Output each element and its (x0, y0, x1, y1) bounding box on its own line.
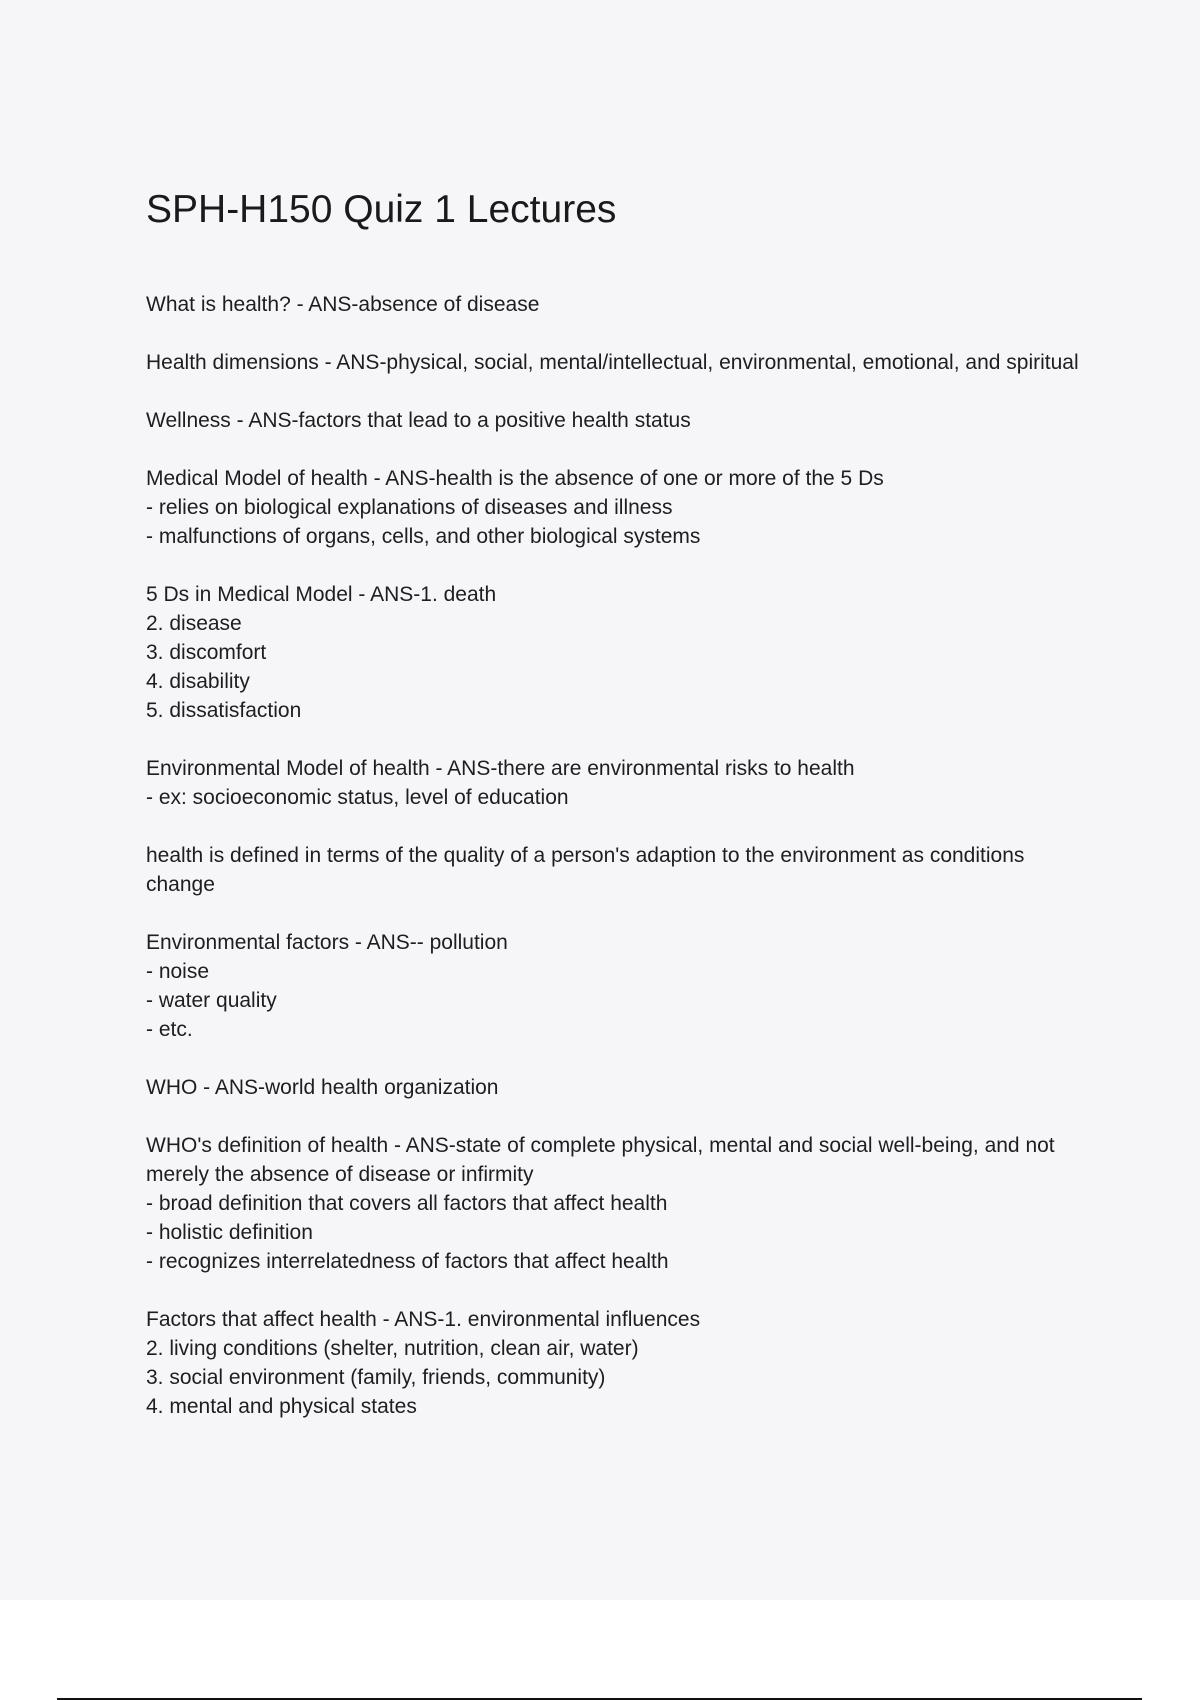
qa-entry (146, 841, 1086, 899)
entry-question-line: Environmental factors - ANS-- pollution (146, 931, 508, 954)
entry-question-line: health is defined in terms of the quality of a person's adaption to the environment as conditions change (146, 844, 1025, 896)
qa-entry (146, 406, 1086, 435)
entry-question-line: Health dimensions - ANS-physical, social, mental/intellectual, environmental, emotional, and spiritual (146, 351, 1079, 374)
entry-detail-line: - broad definition that covers all factors that affect health (146, 1192, 668, 1215)
qa-entry (146, 1305, 1086, 1421)
entry-question-line: Wellness - ANS-factors that lead to a positive health status (146, 409, 691, 432)
entry-question-line: Factors that affect health - ANS-1. environmental influences (146, 1308, 701, 1331)
entry-question-line: Medical Model of health - ANS-health is the absence of one or more of the 5 Ds (146, 467, 884, 490)
document-title: SPH-H150 Quiz 1 Lectures (146, 188, 617, 231)
entry-question-line: 5 Ds in Medical Model - ANS-1. death (146, 583, 497, 606)
entry-detail-line: - relies on biological explanations of diseases and illness (146, 496, 673, 519)
entry-detail-line: - ex: socioeconomic status, level of education (146, 786, 569, 809)
qa-entry (146, 580, 1086, 725)
qa-entry (146, 754, 1086, 812)
entry-detail-line: - recognizes interrelatedness of factors that affect health (146, 1250, 669, 1273)
entry-question-line: WHO - ANS-world health organization (146, 1076, 499, 1099)
qa-entry (146, 464, 1086, 551)
entry-question-line: WHO's definition of health - ANS-state of complete physical, mental and social well-being, and not merely the absence of disease or infirmity (146, 1134, 1055, 1186)
entry-detail-line: - malfunctions of organs, cells, and other biological systems (146, 525, 701, 548)
document-content (146, 180, 1086, 1450)
entry-detail-line: 3. discomfort (146, 641, 267, 664)
qa-entry (146, 348, 1086, 377)
entry-question-line: Environmental Model of health - ANS-there are environmental risks to health (146, 757, 855, 780)
qa-entry (146, 928, 1086, 1044)
qa-entry (146, 1131, 1086, 1276)
entry-detail-line: 2. disease (146, 612, 242, 635)
entry-detail-line: 5. dissatisfaction (146, 699, 302, 722)
entry-detail-line: - etc. (146, 1018, 193, 1041)
entry-detail-line: 4. mental and physical states (146, 1395, 417, 1418)
qa-entry (146, 1073, 1086, 1102)
entry-detail-line: - noise (146, 960, 210, 983)
entry-question-line: What is health? - ANS-absence of disease (146, 293, 540, 316)
entry-detail-line: - holistic definition (146, 1221, 313, 1244)
entries-list (146, 290, 1086, 1421)
qa-entry (146, 290, 1086, 319)
entry-detail-line: 4. disability (146, 670, 250, 693)
entry-detail-line: 2. living conditions (shelter, nutrition, clean air, water) (146, 1337, 639, 1360)
entry-detail-line: - water quality (146, 989, 277, 1012)
entry-detail-line: 3. social environment (family, friends, community) (146, 1366, 606, 1389)
